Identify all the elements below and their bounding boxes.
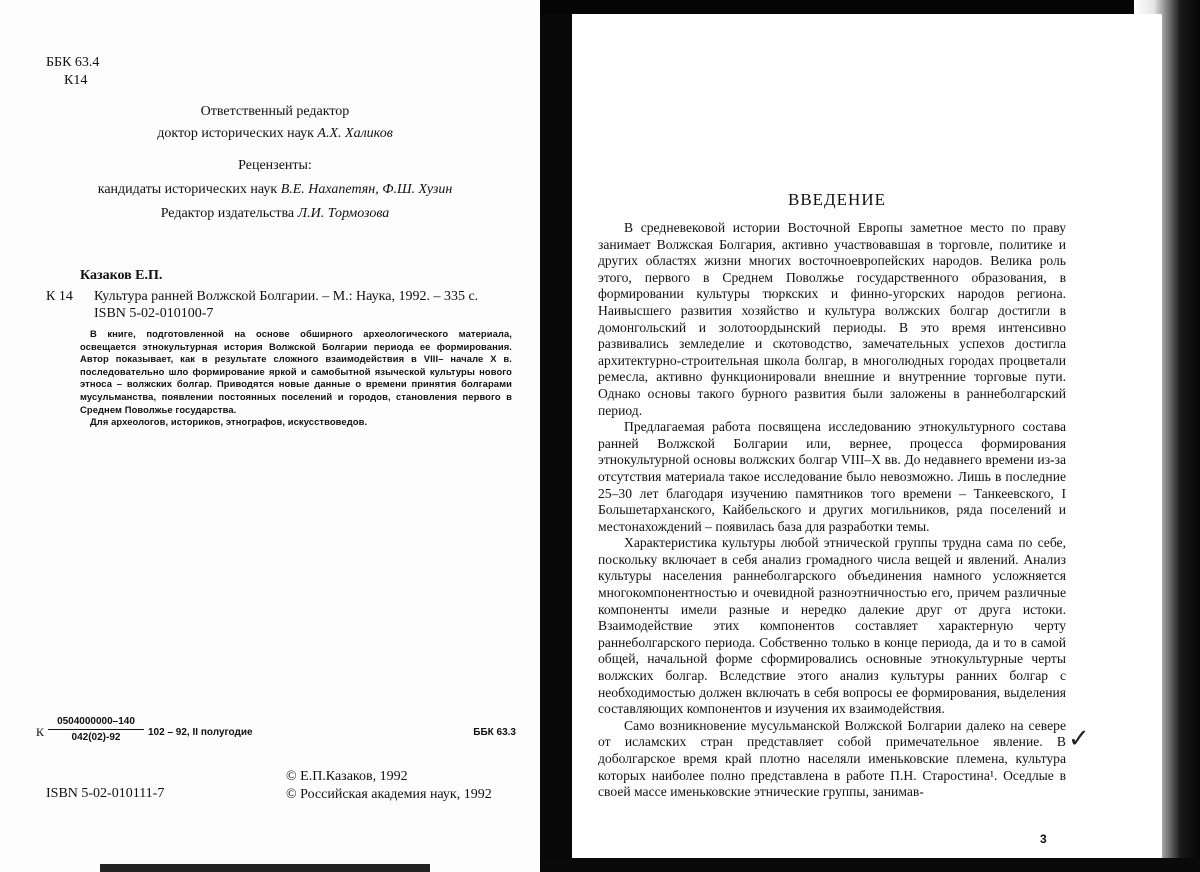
- paragraph: Предлагаемая работа посвящена исследованию этнокультурного состава ранней Волжской Болгарии или, вернее, процесса формирования этнокультурной основы волжских болгар VIII–X вв. До недавнего времени из-за отсутствия материала такое исследование было невозможно. Лишь в последние 25–30 лет благодаря изучению памятников того времени – Танкеевского, I Большетарханского, Кайбельского и других могильников, ряда поселений и местонахождений – появилась база для разработки темы.: [598, 419, 1066, 534]
- publisher-editor-name: Л.И. Тормозова: [297, 206, 390, 221]
- annotation-audience: Для археологов, историков, этнографов, искусствоведов.: [90, 416, 368, 428]
- bbk-code: ББК 63.4: [46, 55, 100, 70]
- editor-name: А.Х. Халиков: [317, 126, 393, 141]
- index-denominator: 042(02)-92: [71, 732, 121, 743]
- section-title: ВВЕДЕНИЕ: [788, 190, 886, 209]
- scan-bottom-edge: [540, 858, 1200, 872]
- index-fraction: [48, 716, 144, 743]
- editor-prefix: доктор исторических наук: [157, 126, 318, 141]
- index-numerator: 0504000000–140: [48, 716, 144, 730]
- gutter-shadow: [540, 0, 572, 872]
- catalog-code: К 14: [46, 289, 73, 304]
- publisher-index: [36, 716, 516, 750]
- reviewers-names: В.Е. Нахапетян, Ф.Ш. Хузин: [280, 182, 453, 197]
- page-number: 3: [1040, 832, 1047, 846]
- author-mark: К14: [64, 73, 88, 88]
- check-mark-icon: ✓: [1068, 724, 1090, 753]
- catalog-body: [94, 288, 524, 322]
- editor-title: Ответственный редактор: [200, 104, 350, 119]
- publisher-editor-prefix: Редактор издательства: [160, 206, 298, 221]
- index-letter: К: [36, 725, 45, 739]
- copyright-academy: © Российская академия наук, 1992: [286, 787, 492, 802]
- paragraph: Само возникновение мусульманской Волжской Болгарии далеко на севере от исламских стран представляет собой примечательное явление. В доболгарское время край плотно населяли именьковские племена, культура которых наиболее полно представлена в работе П.Н. Старостина¹. Оседлые в своей массе именьковские этнические группы, занимав-: [598, 717, 1066, 800]
- author-name: Казаков Е.П.: [80, 268, 163, 283]
- reviewers-line: [40, 182, 510, 198]
- publisher-editor-line: [40, 206, 510, 222]
- body-text: [598, 220, 1066, 801]
- catalog-isbn: ISBN 5-02-010100-7: [94, 306, 214, 321]
- annotation: [80, 328, 512, 429]
- catalog-title-line: Культура ранней Волжской Болгарии. – М.: Наука, 1992. – 335 с.: [94, 289, 479, 304]
- copyright-author: © Е.П.Казаков, 1992: [286, 769, 408, 784]
- reviewers-prefix: кандидаты исторических наук: [97, 182, 281, 197]
- scan-edge: [100, 864, 430, 872]
- left-page: [0, 0, 540, 872]
- editor-line: [40, 126, 510, 142]
- index-bbk: ББК 63.3: [473, 727, 516, 738]
- reviewers-title: Рецензенты:: [238, 158, 312, 173]
- copyright: [286, 768, 492, 804]
- paragraph: В средневековой истории Восточной Европы заметное место по праву занимает Волжская Болгария, активно участвовавшая в торговле, политике и других областях жизни многих восточноевропейских народов. Велика роль этого, первого в Среднем Поволжье государственного образования, в формировании культуры тюркских и финно-угорских народов региона. Наивысшего развития хозяйство и культура волжских болгар достигли в домонгольский и золотоордынский периоды. В это время интенсивно развивались земледелие и скотоводство, замечательных успехов достигла архитектурно-строительная школа болгар, в многолюдных городах процветали ремесла, активно функционировали внешние и внутренние торговые пути. Однако основы такого бурного развития были заложены в раннеболгарский период.: [598, 220, 1066, 418]
- bbk-index: [46, 54, 99, 90]
- annotation-text: В книге, подготовленной на основе обширного археологического материала, освещается этнокультурная история Волжской Болгарии периода ее формирования. Автор показывает, как в результате сложного взаимодействия в VIII– начале X в. последовательно шло формирование яркой и самобытной языческой культуры нового этноса – волжских болгар. Приводятся новые данные о времени принятия болгарами мусульманства, появлении постоянных поселений и городов, становления первого в Среднем Поволжье государства.: [80, 328, 512, 415]
- paragraph: Характеристика культуры любой этнической группы трудна сама по себе, поскольку включает в себя анализ громадного числа вещей и явлений. Анализ культуры населения раннеболгарского объединения намного усложняется многокомпонентностью и очевидной разноэтничностью его, причем различные компоненты имели разные и нередко далекие друг от друга истоки. Взаимодействие этих компонентов составляет характерную черту раннеболгарского периода. Собственно только в конце периода, да и то в самой общей, начальной форме сформировались основные этнокультурные черты волжских болгар. Вследствие этого анализ культуры ранних болгар с необходимостью должен включать в себя вопросы ее формирования, выделения составляющих компонентов и изучения их взаимодействия.: [598, 535, 1066, 717]
- isbn-bottom: ISBN 5-02-010111-7: [46, 786, 165, 801]
- scan-top-edge: [540, 0, 1200, 14]
- index-plan: 102 – 92, II полугодие: [148, 727, 253, 738]
